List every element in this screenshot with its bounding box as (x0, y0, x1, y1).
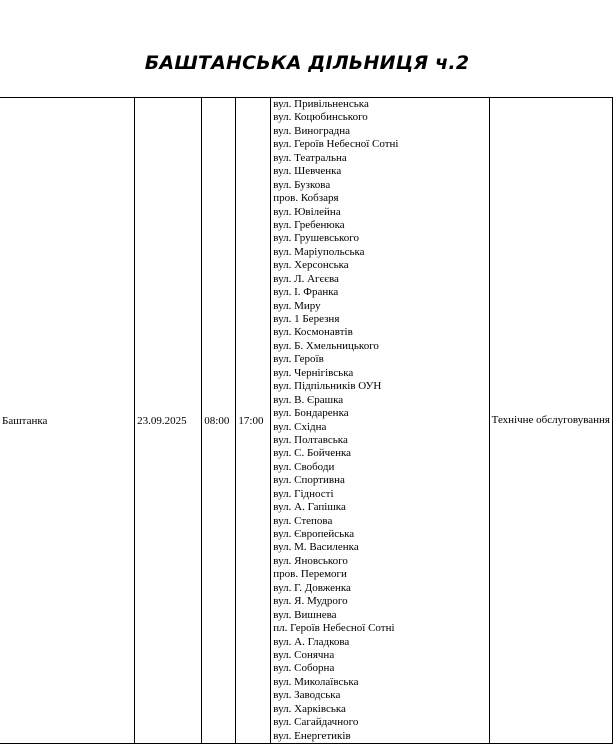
street-item: вул. С. Бойченка (273, 447, 352, 460)
street-item: вул. Театральна (273, 151, 347, 164)
street-item: вул. А. Гапішка (273, 501, 346, 514)
street-item: вул. Харківська (273, 702, 346, 715)
street-item: вул. В. Єрашка (273, 393, 344, 406)
street-item: вул. Шевченка (273, 165, 342, 178)
street-list (273, 98, 486, 743)
street-item: вул. Сагайдачного (273, 716, 359, 729)
street-item: вул. Миколаївська (273, 675, 359, 688)
table-row (0, 98, 613, 744)
street-item: вул. Бондаренка (273, 407, 349, 420)
street-item: вул. Я. Мудрого (273, 595, 348, 608)
street-item: вул. Г. Довженка (273, 581, 351, 594)
street-item: вул. Виноградна (273, 124, 350, 137)
streets-cell (271, 98, 489, 744)
street-item: вул. М. Василенка (273, 541, 359, 554)
reason-cell: Технічне обслуговування (489, 98, 612, 744)
location-cell: Баштанка (0, 98, 135, 744)
street-item: вул. Л. Агєєва (273, 272, 339, 285)
street-item: пл. Героїв Небесної Сотні (273, 622, 395, 635)
street-item: вул. А. Гладкова (273, 635, 350, 648)
street-item: вул. Європейська (273, 528, 355, 540)
street-item: вул. Бузкова (273, 178, 331, 191)
street-item: вул. Спортивна (273, 474, 345, 487)
street-item: вул. Чернігівська (273, 366, 354, 379)
street-item: пров. Перемоги (273, 568, 347, 581)
street-item: вул. Степова (273, 514, 333, 527)
street-item: вул. Героїв Небесної Сотні (273, 138, 399, 151)
street-item: вул. Свободи (273, 460, 335, 473)
street-item: вул. І. Франка (273, 286, 339, 299)
street-item: вул. Гідності (273, 487, 334, 500)
street-item: вул. Східна (273, 420, 327, 433)
street-item: вул. Сонячна (273, 648, 335, 661)
street-item: вул. Б. Хмельницького (273, 339, 379, 352)
street-item: вул. Підпільників ОУН (273, 380, 382, 393)
street-item: вул. Коцюбинського (273, 111, 368, 124)
page-title: БАШТАНСЬКА ДІЛЬНИЦЯ ч.2 (144, 52, 470, 74)
street-item: вул. Героїв (273, 353, 324, 366)
street-item: вул. Херсонська (273, 259, 349, 272)
street-item: вул. Яновського (273, 554, 348, 567)
street-item: вул. Гребенюка (273, 218, 345, 231)
street-item: вул. Заводська (273, 689, 341, 702)
street-item: вул. Грушевського (273, 232, 360, 245)
street-item: вул. Привільненська (273, 98, 369, 110)
street-item: вул. Космонавтів (273, 326, 353, 339)
date-cell: 23.09.2025 (135, 98, 202, 744)
street-item: вул. Вишнева (273, 608, 337, 621)
outage-schedule-table (0, 97, 613, 744)
street-item: пров. Кобзаря (273, 192, 339, 205)
street-item: вул. Соборна (273, 662, 335, 675)
street-item: вул. 1 Березня (273, 313, 340, 325)
street-item: вул. Енергетиків (273, 729, 351, 742)
street-item: вул. Миру (273, 299, 321, 312)
street-item: вул. Маріупольська (273, 245, 365, 258)
street-item: вул. Ювілейна (273, 205, 341, 218)
end-time-cell: 17:00 (236, 98, 271, 744)
start-time-cell: 08:00 (202, 98, 236, 744)
street-item: вул. Полтавська (273, 433, 348, 446)
